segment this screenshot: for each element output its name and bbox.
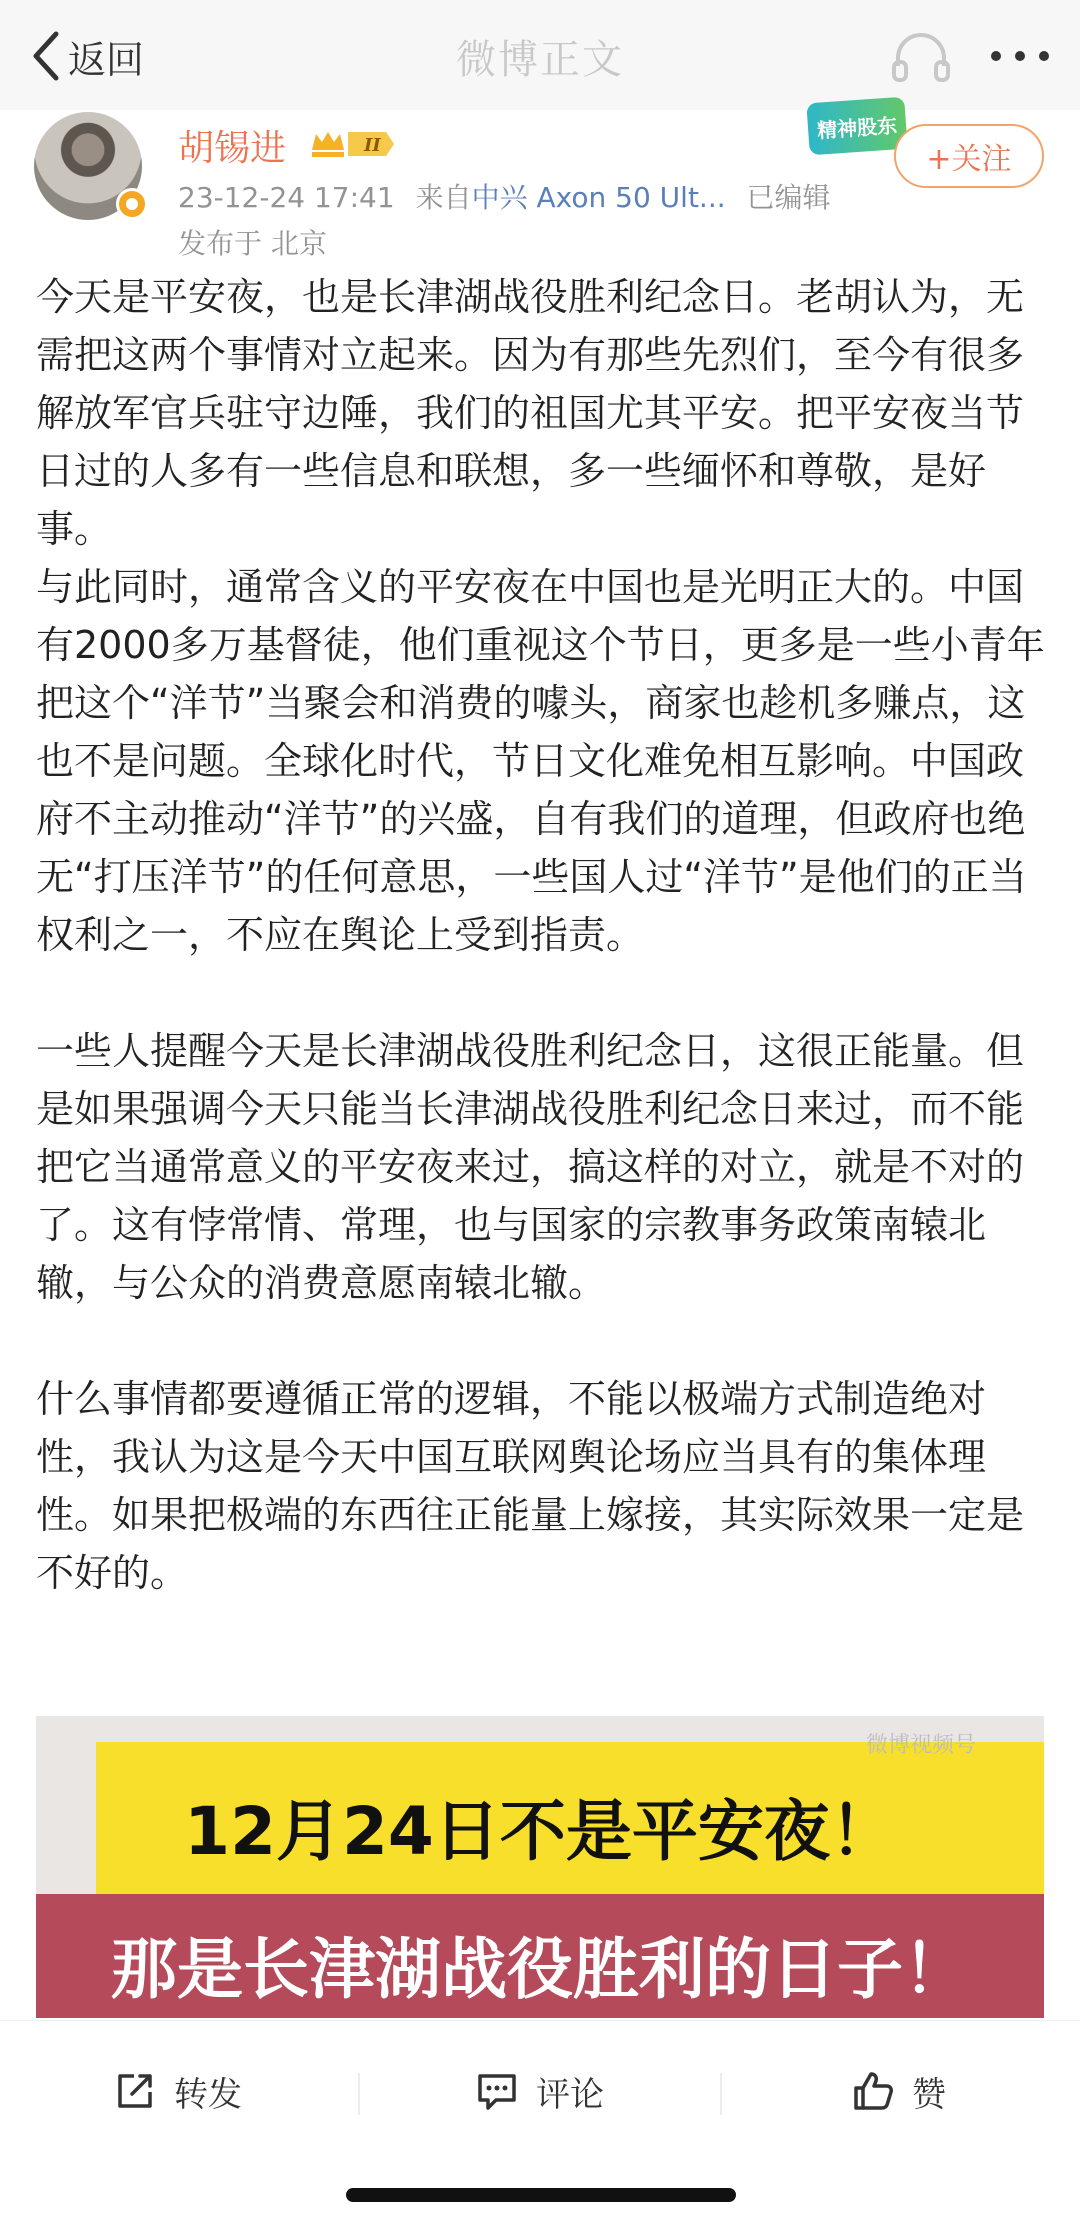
post-meta xyxy=(178,176,831,216)
back-label: 返回 xyxy=(68,37,145,82)
repost-label: 转发 xyxy=(174,2074,242,2115)
follow-button[interactable]: +关注 xyxy=(894,124,1044,188)
post-paragraph: 什么事情都要遵循正常的逻辑，不能以极端方式制造绝对性，我认为这是今天中国互联网舆论场应当具有的集体理性。如果把极端的东西往正能量上嫁接，其实际效果一定是不好的。 xyxy=(36,1377,1025,1595)
post-paragraph: 一些人提醒今天是长津湖战役胜利纪念日，这很正能量。但是如果强调今天只能当长津湖战役胜利纪念日来过，而不能把它当通常意义的平安夜来过，搞这样的对立，就是不对的了。这有悖常情、常理，也与国家的宗教事务政策南辕北辙，与公众的消费意愿南辕北辙。 xyxy=(36,1029,1025,1305)
vip-level-badge-icon[interactable] xyxy=(308,126,396,162)
promo-sticker[interactable]: 精神股东 xyxy=(806,97,907,156)
image-headline-2: 那是长津湖战役胜利的日子！ xyxy=(111,1931,969,2008)
post-image[interactable] xyxy=(36,1716,1044,2018)
comment-button[interactable] xyxy=(474,2061,604,2121)
comment-label: 评论 xyxy=(536,2074,604,2115)
headphones-icon[interactable] xyxy=(890,28,952,84)
comment-icon xyxy=(474,2068,520,2114)
home-indicator[interactable] xyxy=(346,2188,736,2202)
post-location: 发布于 北京 xyxy=(178,227,327,260)
source-prefix: 来自 xyxy=(415,181,472,214)
like-button[interactable] xyxy=(850,2061,946,2121)
action-bar xyxy=(0,2020,1080,2180)
page-title: 微博正文 xyxy=(456,37,624,83)
vip-level-text: II xyxy=(364,135,381,156)
divider xyxy=(358,2073,360,2115)
edited-label[interactable]: 已编辑 xyxy=(746,181,831,214)
image-headline-1: 12月24日不是平安夜！ xyxy=(184,1793,896,1870)
repost-icon xyxy=(112,2068,158,2114)
thumbs-up-icon xyxy=(850,2068,896,2114)
device-link[interactable]: 中兴 Axon 50 Ult... xyxy=(471,181,726,214)
repost-button[interactable] xyxy=(112,2061,242,2121)
top-nav-bar xyxy=(0,0,1080,110)
post-paragraph: 与此同时，通常含义的平安夜在中国也是光明正大的。中国有2000多万基督徒，他们重视这个节日，更多是一些小青年把这个“洋节”当聚会和消费的噱头，商家也趁机多赚点，这也不是问题。全球化时代，节日文化难免相互影响。中国政府不主动推动“洋节”的兴盛，自有我们的道理，但政府也绝无“打压洋节”的任何意思，一些国人过“洋节”是他们的正当权利之一，不应在舆论上受到指责。 xyxy=(36,565,1045,957)
verified-badge-icon xyxy=(116,188,148,220)
post-body xyxy=(36,268,1046,1602)
author-name[interactable]: 胡锡进 xyxy=(178,128,287,169)
image-watermark: 微博视频号 xyxy=(866,1733,977,1758)
post-paragraph: 今天是平安夜，也是长津湖战役胜利纪念日。老胡认为，无需把这两个事情对立起来。因为有那些先烈们，至今有很多解放军官兵驻守边陲，我们的祖国尤其平安。把平安夜当节日过的人多有一些信息和联想，多一些缅怀和尊敬，是好事。 xyxy=(36,275,1025,551)
post-timestamp: 23-12-24 17:41 xyxy=(178,181,395,214)
like-label: 赞 xyxy=(912,2074,946,2115)
divider xyxy=(720,2073,722,2115)
more-options-icon[interactable] xyxy=(988,44,1052,68)
